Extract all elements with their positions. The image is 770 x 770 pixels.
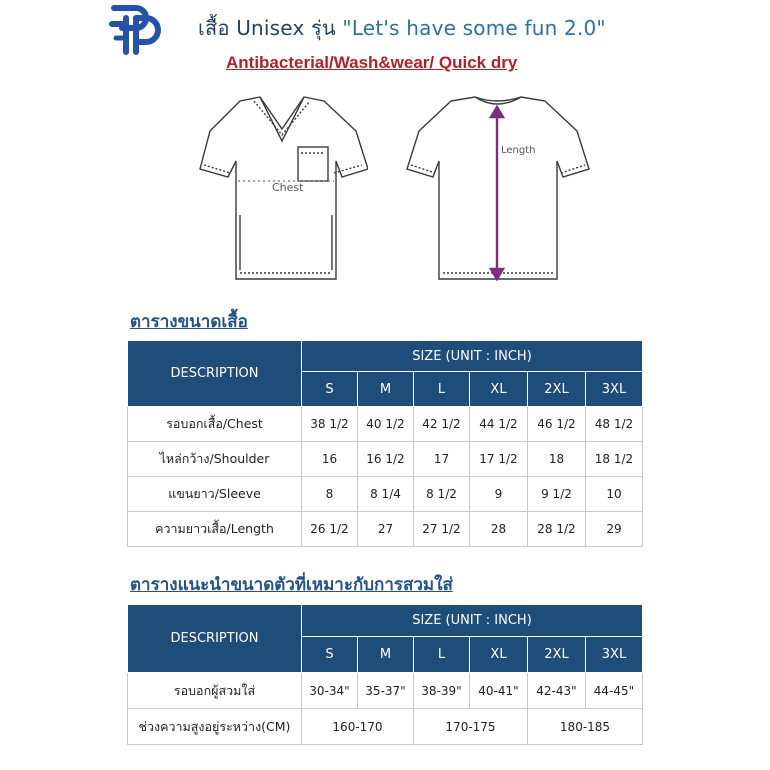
height-range-cell: 160-170 — [302, 709, 414, 745]
size-cell: 9 1/2 — [528, 477, 586, 512]
size-cell: 40-41" — [470, 673, 528, 709]
size-col-header: M — [358, 637, 414, 673]
size-col-header: 3XL — [586, 637, 643, 673]
row-label: ช่วงความสูงอยู่ระหว่าง(CM) — [128, 709, 302, 745]
row-label: รอบอกเสื้อ/Chest — [128, 407, 302, 442]
fit-recommendation-table — [127, 604, 643, 745]
title-prefix: เสื้อ Unisex รุ่น — [198, 16, 343, 40]
row-label: แขนยาว/Sleeve — [128, 477, 302, 512]
size-col-header: L — [414, 372, 470, 407]
desc-header: DESCRIPTION — [128, 605, 302, 673]
row-label: ไหล่กว้าง/Shoulder — [128, 442, 302, 477]
size-cell: 28 — [470, 512, 528, 547]
feature-subtitle: Antibacterial/Wash&wear/ Quick dry — [226, 53, 518, 72]
size-col-header: M — [358, 372, 414, 407]
size-cell: 35-37" — [358, 673, 414, 709]
table-row — [128, 673, 643, 709]
title-model-name: "Let's have some fun 2.0" — [342, 16, 606, 40]
size-cell: 27 — [358, 512, 414, 547]
size-cell: 8 1/2 — [414, 477, 470, 512]
size-cell: 29 — [586, 512, 643, 547]
size-col-header: 3XL — [586, 372, 643, 407]
size-unit-header: SIZE (UNIT : INCH) — [302, 605, 643, 637]
table-row — [128, 512, 643, 547]
size-col-header: L — [414, 637, 470, 673]
size-cell: 26 1/2 — [302, 512, 358, 547]
table-row — [128, 407, 643, 442]
garment-size-table — [127, 340, 643, 547]
size-cell: 38 1/2 — [302, 407, 358, 442]
size-cell: 9 — [470, 477, 528, 512]
size-unit-header: SIZE (UNIT : INCH) — [302, 341, 643, 372]
front-shirt-diagram — [196, 95, 368, 285]
size-cell: 42-43" — [528, 673, 586, 709]
size-col-header: 2XL — [528, 372, 586, 407]
size-cell: 40 1/2 — [358, 407, 414, 442]
size-cell: 8 — [302, 477, 358, 512]
size-cell: 18 — [528, 442, 586, 477]
size-cell: 16 1/2 — [358, 442, 414, 477]
size-col-header: S — [302, 372, 358, 407]
size-cell: 30-34" — [302, 673, 358, 709]
size-col-header: XL — [470, 372, 528, 407]
back-shirt-diagram — [405, 95, 591, 285]
page-title — [198, 12, 606, 44]
size-cell: 38-39" — [414, 673, 470, 709]
size-cell: 18 1/2 — [586, 442, 643, 477]
size-cell: 10 — [586, 477, 643, 512]
row-label: รอบอกผู้สวมใส่ — [128, 673, 302, 709]
desc-header: DESCRIPTION — [128, 341, 302, 407]
chest-label: Chest — [272, 181, 304, 194]
size-col-header: S — [302, 637, 358, 673]
height-range-cell: 180-185 — [528, 709, 643, 745]
fit-recommendation-title: ตารางแนะนำขนาดตัวที่เหมาะกับการสวมใส่ — [130, 575, 453, 595]
size-chart-title: ตารางขนาดเสื้อ — [130, 312, 248, 332]
size-cell: 44-45" — [586, 673, 643, 709]
length-label: Length — [501, 145, 536, 156]
size-cell: 28 1/2 — [528, 512, 586, 547]
size-cell: 48 1/2 — [586, 407, 643, 442]
brand-logo — [108, 2, 164, 60]
size-cell: 17 1/2 — [470, 442, 528, 477]
size-cell: 46 1/2 — [528, 407, 586, 442]
row-label: ความยาวเสื้อ/Length — [128, 512, 302, 547]
size-cell: 16 — [302, 442, 358, 477]
size-cell: 27 1/2 — [414, 512, 470, 547]
table-row — [128, 709, 643, 745]
size-cell: 8 1/4 — [358, 477, 414, 512]
size-col-header: XL — [470, 637, 528, 673]
size-col-header: 2XL — [528, 637, 586, 673]
table-row — [128, 442, 643, 477]
size-cell: 17 — [414, 442, 470, 477]
table-row — [128, 477, 643, 512]
size-cell: 42 1/2 — [414, 407, 470, 442]
size-cell: 44 1/2 — [470, 407, 528, 442]
height-range-cell: 170-175 — [414, 709, 528, 745]
